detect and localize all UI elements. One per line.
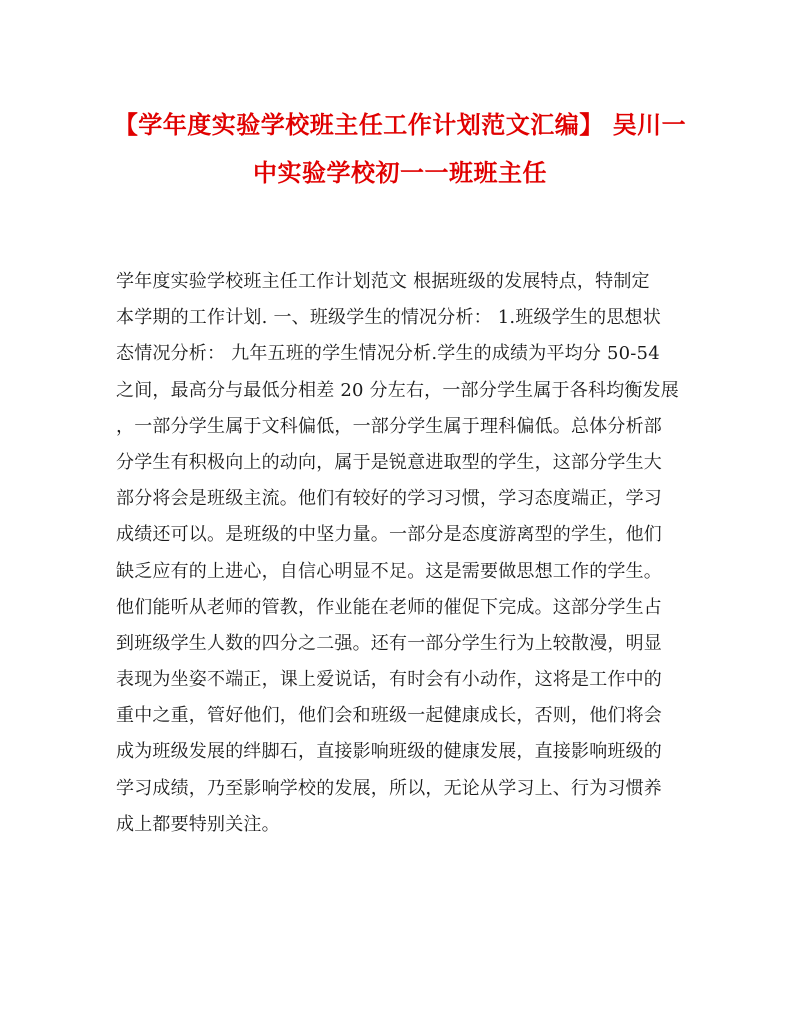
- body-line: 学习成绩，乃至影响学校的发展，所以，无论从学习上、行为习惯养: [116, 777, 662, 799]
- body-line: 成为班级发展的绊脚石，直接影响班级的健康发展，直接影响班级的: [116, 741, 662, 763]
- body-line: 缺乏应有的上进心，自信心明显不足。这是需要做思想工作的学生。: [116, 560, 662, 582]
- body-line: 到班级学生人数的四分之二强。还有一部分学生行为上较散漫，明显: [116, 632, 662, 654]
- title-line: 中实验学校初一一班班主任: [253, 158, 547, 187]
- body-line: 态情况分析： 九年五班的学生情况分析.学生的成绩为平均分 50-54: [116, 343, 660, 365]
- body-line: 成绩还可以。是班级的中坚力量。一部分是态度游离型的学生，他们: [116, 524, 662, 546]
- document-title: [100, 101, 700, 197]
- document-body: [116, 264, 696, 843]
- body-line: 重中之重，管好他们，他们会和班级一起健康成长，否则，他们将会: [116, 705, 662, 727]
- body-line: 成上都要特别关注。: [116, 813, 280, 835]
- body-line: 分学生有积极向上的动向，属于是锐意进取型的学生，这部分学生大: [116, 451, 662, 473]
- body-line: 表现为坐姿不端正，课上爱说话，有时会有小动作，这将是工作中的: [116, 669, 662, 691]
- body-line: 部分将会是班级主流。他们有较好的学习习惯，学习态度端正，学习: [116, 488, 662, 510]
- body-line: 之间，最高分与最低分相差 20 分左右，一部分学生属于各科均衡发展: [116, 379, 679, 401]
- body-line: 他们能听从老师的管教，作业能在老师的催促下完成。这部分学生占: [116, 596, 662, 618]
- body-line: 学年度实验学校班主任工作计划范文 根据班级的发展特点，特制定: [116, 271, 650, 292]
- title-line: 【学年度实验学校班主任工作计划范文汇编】 吴川一: [113, 110, 687, 139]
- body-line: ，一部分学生属于文科偏低，一部分学生属于理科偏低。总体分析部: [116, 415, 662, 437]
- body-line: 本学期的工作计划. 一、班级学生的情况分析： 1.班级学生的思想状: [116, 307, 661, 329]
